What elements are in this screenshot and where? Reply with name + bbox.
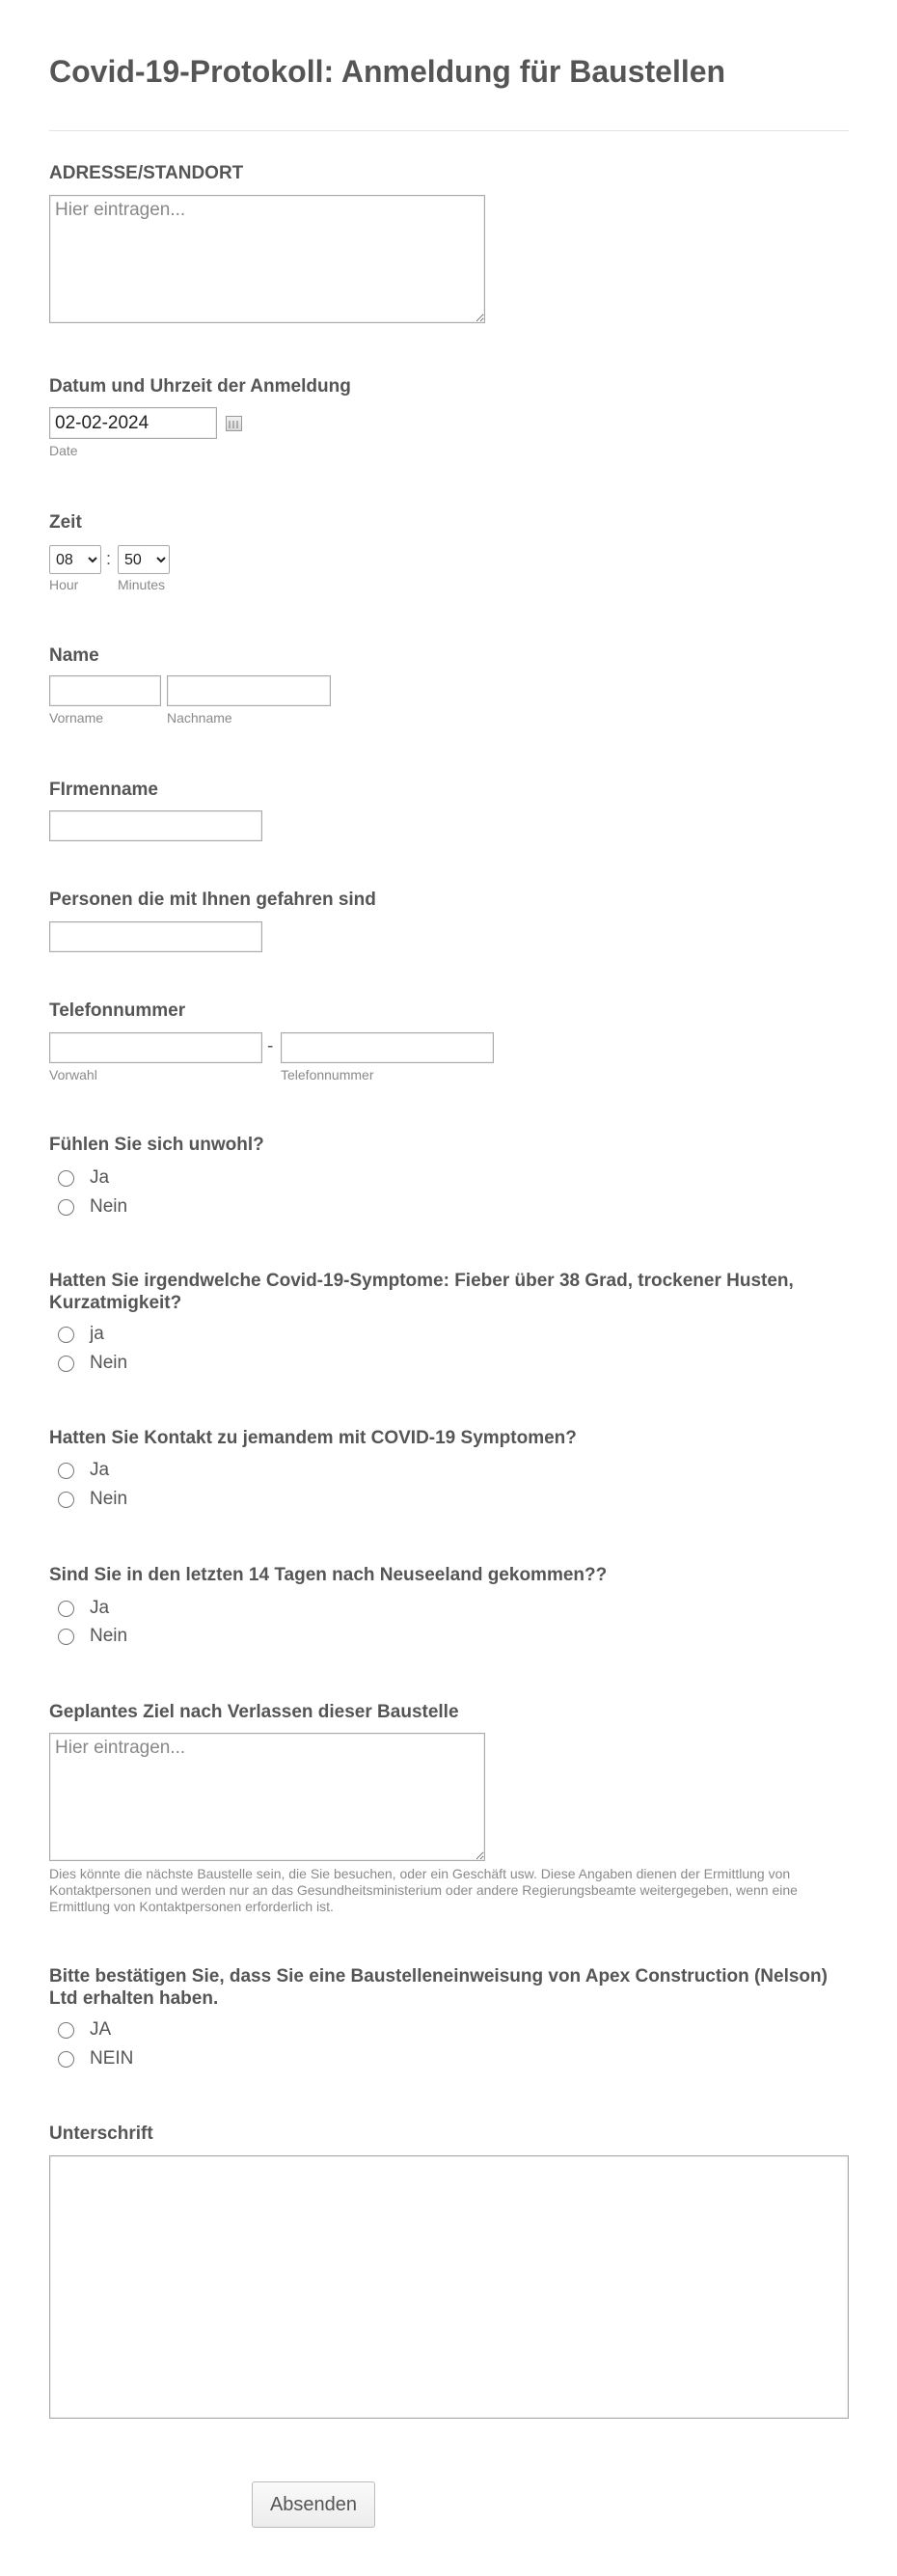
induction-option-nein[interactable] bbox=[58, 2048, 133, 2069]
companions-input[interactable] bbox=[49, 921, 262, 952]
date-label: Datum und Uhrzeit der Anmeldung bbox=[49, 376, 351, 397]
radio-button[interactable] bbox=[58, 1356, 74, 1372]
name-label: Name bbox=[49, 645, 99, 666]
hour-sublabel: Hour bbox=[49, 577, 79, 592]
signature-section bbox=[49, 2123, 849, 2145]
phone-section bbox=[49, 1000, 849, 1082]
radio-label: NEIN bbox=[90, 2048, 134, 2069]
time-section bbox=[49, 511, 849, 592]
date-input[interactable] bbox=[49, 407, 217, 439]
nz-section bbox=[49, 1564, 849, 1646]
radio-label: Ja bbox=[90, 1598, 110, 1618]
company-input[interactable] bbox=[49, 810, 262, 841]
submit-button[interactable]: Absenden bbox=[252, 2481, 375, 2528]
company-label: FIrmenname bbox=[49, 780, 158, 800]
unwell-option-ja[interactable] bbox=[58, 1167, 109, 1189]
address-label: ADRESSE/STANDORT bbox=[49, 163, 244, 183]
symptoms-option-nein[interactable] bbox=[58, 1353, 127, 1374]
contact-option-ja[interactable] bbox=[58, 1460, 109, 1481]
destination-section bbox=[49, 1701, 849, 1914]
signature-pad[interactable] bbox=[49, 2155, 849, 2419]
companions-label: Personen die mit Ihnen gefahren sind bbox=[49, 890, 376, 910]
unwell-section bbox=[49, 1134, 849, 1217]
area-code-input[interactable] bbox=[49, 1032, 262, 1063]
date-sublabel: Date bbox=[49, 443, 78, 458]
phone-separator: - bbox=[267, 1036, 274, 1056]
symptoms-label: Hatten Sie irgendwelche Covid-19-Symptome: Fieber über 38 Grad, trockener Husten, Kurzatmigkeit? bbox=[49, 1271, 794, 1313]
phone-label: Telefonnummer bbox=[49, 1000, 186, 1021]
unwell-option-nein[interactable] bbox=[58, 1196, 127, 1218]
address-section bbox=[49, 162, 849, 184]
unwell-label: Fühlen Sie sich unwohl? bbox=[49, 1135, 264, 1155]
phone-number-input[interactable] bbox=[281, 1032, 494, 1063]
calendar-icon[interactable] bbox=[226, 416, 242, 431]
time-separator: : bbox=[106, 549, 112, 568]
symptoms-option-ja[interactable] bbox=[58, 1324, 104, 1345]
radio-button[interactable] bbox=[58, 1170, 74, 1187]
radio-label: Nein bbox=[90, 1489, 128, 1509]
radio-label: Ja bbox=[90, 1167, 110, 1188]
first-name-input[interactable] bbox=[49, 675, 161, 706]
minutes-sublabel: Minutes bbox=[118, 577, 166, 592]
radio-button[interactable] bbox=[58, 2022, 74, 2039]
radio-button[interactable] bbox=[58, 1327, 74, 1343]
radio-button[interactable] bbox=[58, 1463, 74, 1479]
time-label: Zeit bbox=[49, 512, 82, 533]
phone-number-sublabel: Telefonnummer bbox=[281, 1067, 374, 1082]
contact-option-nein[interactable] bbox=[58, 1489, 127, 1510]
minutes-select[interactable] bbox=[118, 545, 170, 574]
last-name-input[interactable] bbox=[167, 675, 331, 706]
destination-label: Geplantes Ziel nach Verlassen dieser Baustelle bbox=[49, 1702, 459, 1722]
radio-label: Nein bbox=[90, 1626, 128, 1646]
induction-label: Bitte bestätigen Sie, dass Sie eine Baustelleneinweisung von Apex Construction (Nelson) Ltd erhalten haben. bbox=[49, 1966, 828, 2009]
destination-helper-text: Dies könnte die nächste Baustelle sein, die Sie besuchen, oder ein Geschäft usw. Diese Angaben dienen der Ermittlung von Kontaktpersonen und werden nur an das Gesundheitsministerium oder andere Regierungsbeamte weitergegeben, wenn eine Ermittlung von Kontaktpersonen erforderlich ist. bbox=[49, 1866, 798, 1914]
destination-textarea[interactable] bbox=[49, 1733, 485, 1861]
title-divider bbox=[49, 130, 849, 131]
symptoms-section bbox=[49, 1270, 849, 1373]
address-textarea[interactable] bbox=[49, 195, 485, 323]
date-section bbox=[49, 375, 849, 458]
radio-label: Nein bbox=[90, 1196, 128, 1217]
induction-section bbox=[49, 1965, 849, 2069]
companions-section bbox=[49, 889, 849, 911]
nz-option-ja[interactable] bbox=[58, 1598, 109, 1619]
radio-button[interactable] bbox=[58, 1199, 74, 1216]
radio-label: JA bbox=[90, 2019, 112, 2040]
hour-select[interactable] bbox=[49, 545, 101, 574]
radio-button[interactable] bbox=[58, 1601, 74, 1617]
signature-label: Unterschrift bbox=[49, 2124, 153, 2144]
contact-section bbox=[49, 1427, 849, 1509]
radio-button[interactable] bbox=[58, 1629, 74, 1645]
area-code-sublabel: Vorwahl bbox=[49, 1067, 97, 1082]
page-title: Covid-19-Protokoll: Anmeldung für Baustellen bbox=[49, 54, 726, 89]
nz-label: Sind Sie in den letzten 14 Tagen nach Neuseeland gekommen?? bbox=[49, 1565, 608, 1585]
nz-option-nein[interactable] bbox=[58, 1626, 127, 1647]
company-section bbox=[49, 779, 849, 801]
radio-button[interactable] bbox=[58, 1492, 74, 1508]
name-section bbox=[49, 644, 849, 726]
induction-option-ja[interactable] bbox=[58, 2019, 111, 2041]
first-name-sublabel: Vorname bbox=[49, 710, 104, 726]
radio-button[interactable] bbox=[58, 2051, 74, 2068]
radio-label: Ja bbox=[90, 1460, 110, 1480]
radio-label: ja bbox=[90, 1324, 104, 1344]
contact-label: Hatten Sie Kontakt zu jemandem mit COVID-19 Symptomen? bbox=[49, 1428, 577, 1448]
radio-label: Nein bbox=[90, 1353, 128, 1373]
last-name-sublabel: Nachname bbox=[167, 710, 232, 726]
